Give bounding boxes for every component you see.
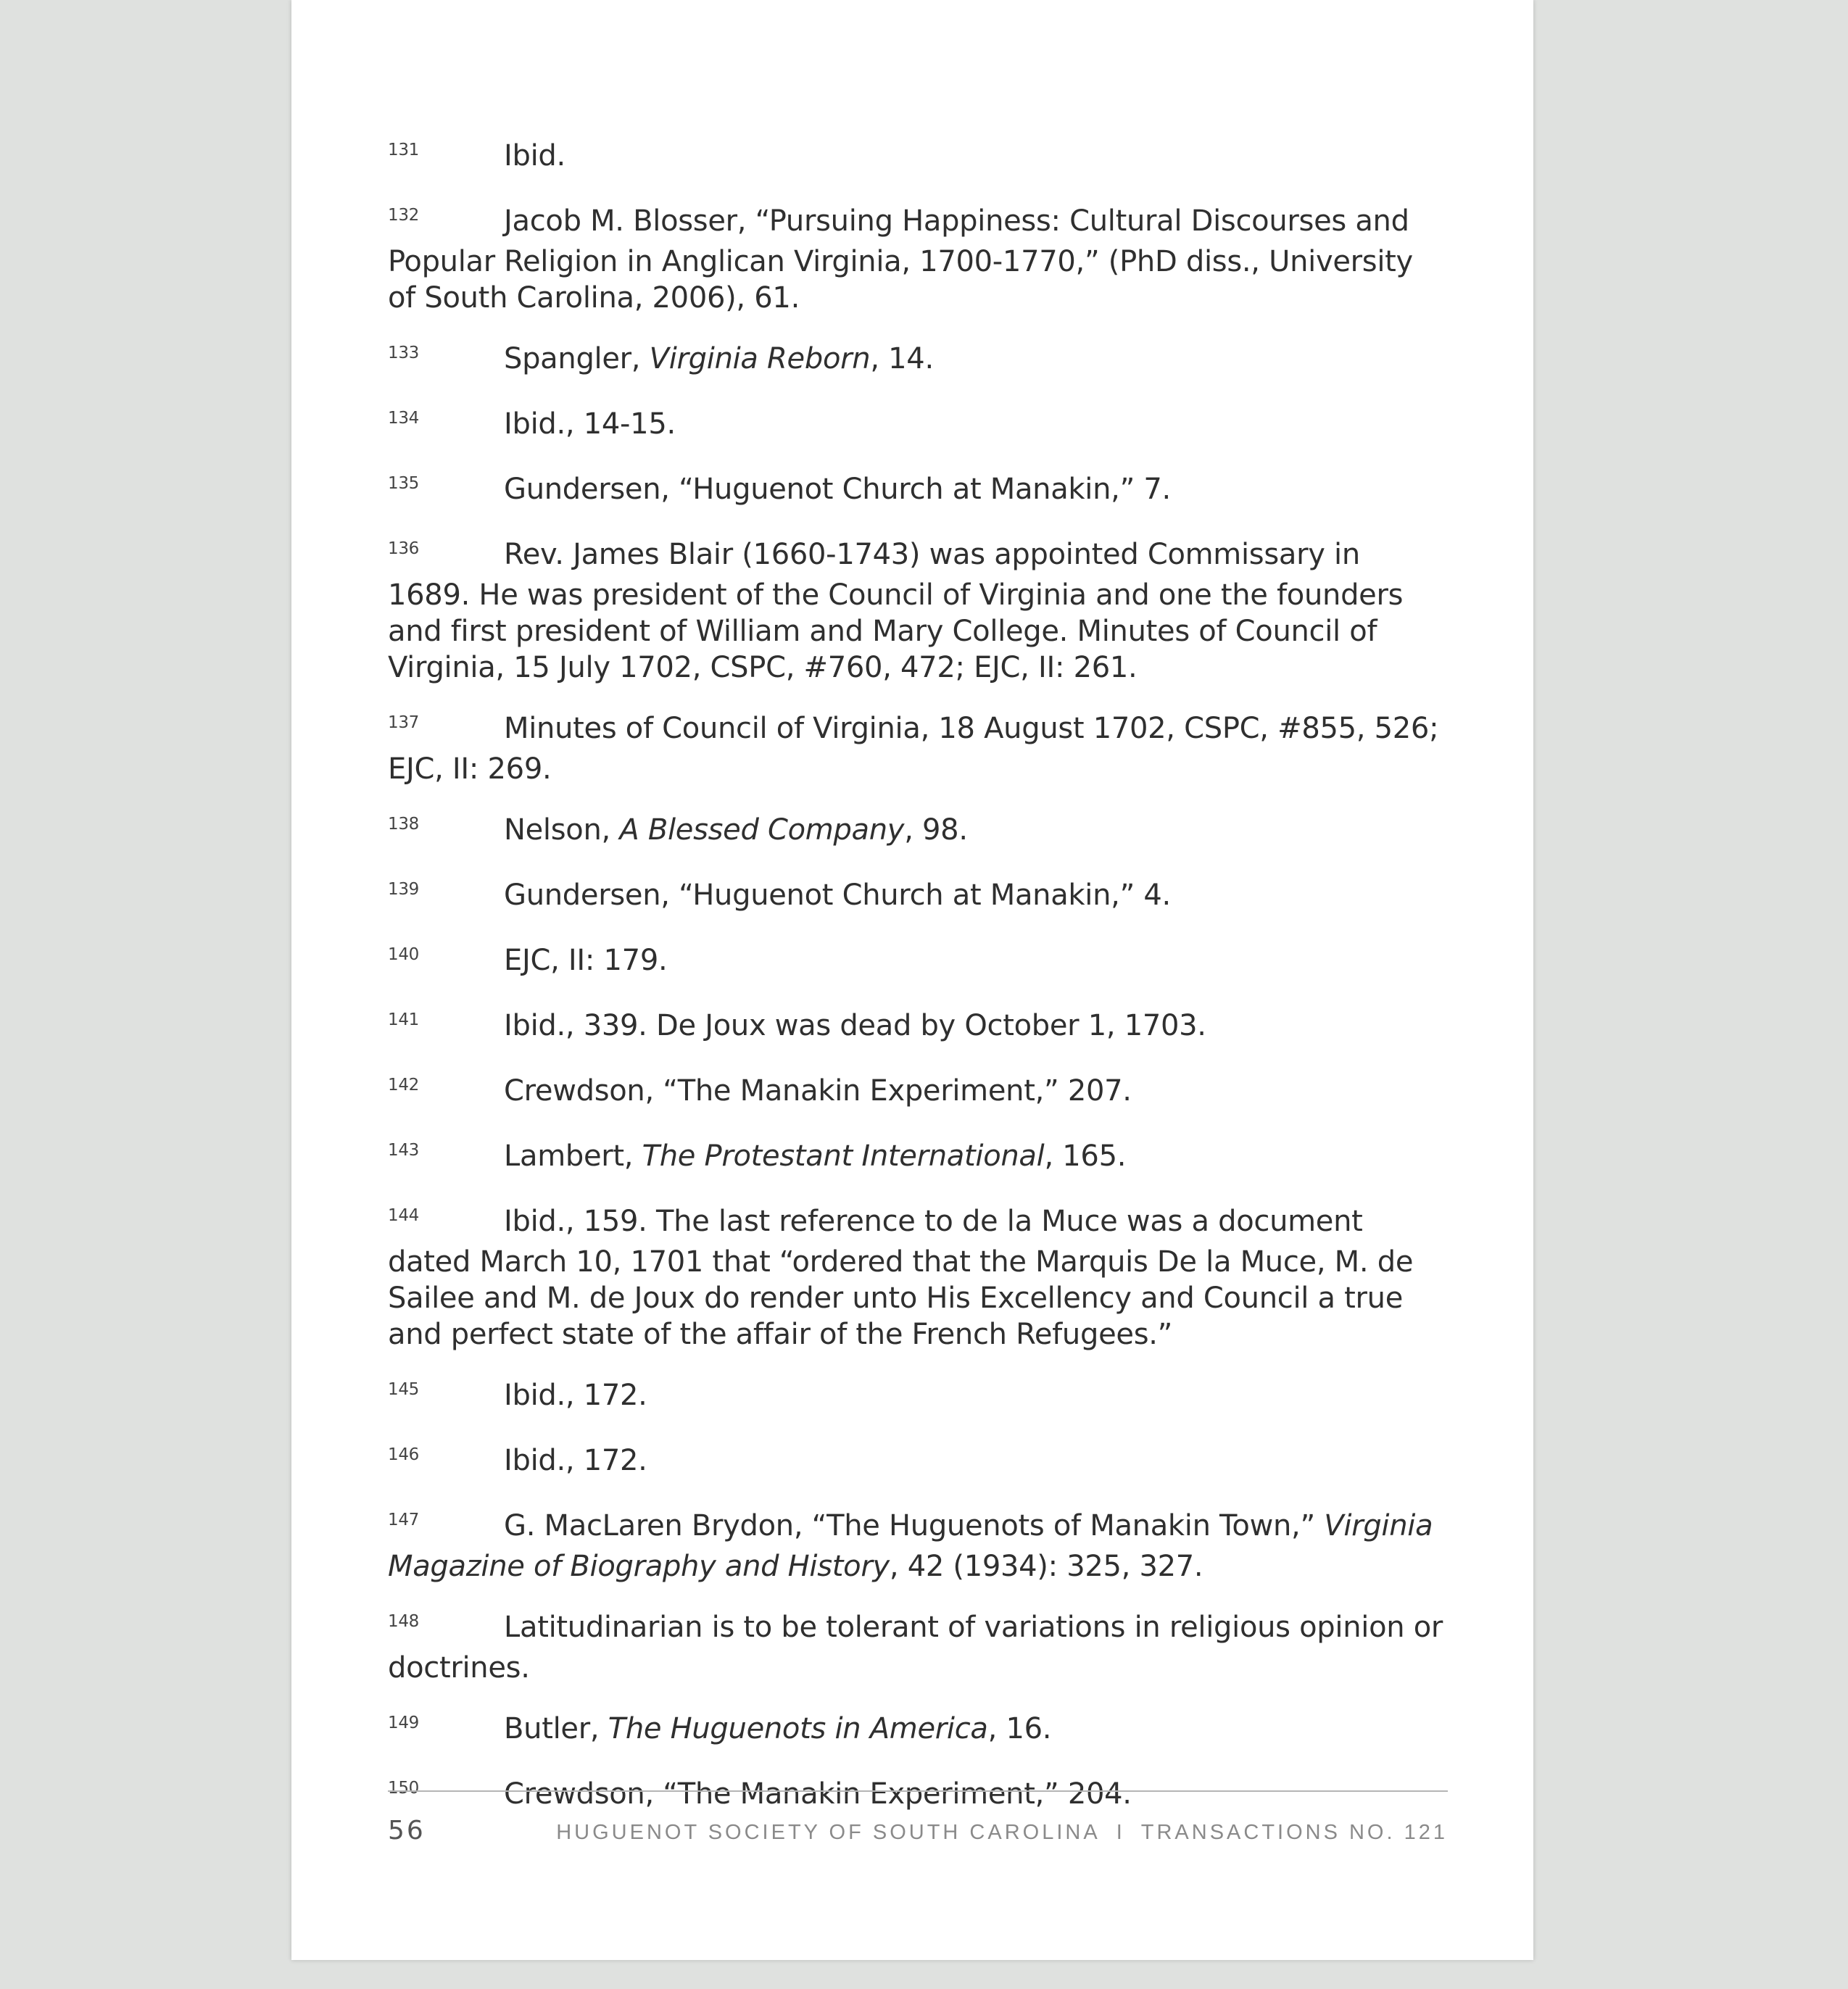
footnote-number: 138 (388, 815, 419, 834)
footnote-number: 150 (388, 1779, 419, 1798)
footnote (388, 1442, 1448, 1483)
footnote (388, 1508, 1448, 1585)
footnote (388, 1073, 1448, 1113)
footnote-text: Ibid., 14-15. (504, 407, 676, 441)
footnote (388, 471, 1448, 512)
footnote-text: Ibid., 172. (504, 1379, 647, 1412)
footnote-number: 137 (388, 713, 419, 732)
footnote-number: 139 (388, 880, 419, 899)
footnote-number: 146 (388, 1445, 419, 1464)
footnote-number: 149 (388, 1714, 419, 1732)
footnote-title-italic: Virginia Magazine of Biography and History (388, 1509, 1433, 1583)
footnote-number: 140 (388, 945, 419, 964)
footnote (388, 1711, 1448, 1751)
footer-rule (388, 1790, 1448, 1792)
footnote (388, 942, 1448, 983)
footnote-text: Butler, (504, 1712, 608, 1745)
footnote-title-italic: A Blessed Company (619, 813, 905, 847)
footnote-number: 134 (388, 409, 419, 428)
footnote-number: 144 (388, 1206, 419, 1225)
footnote (388, 1377, 1448, 1418)
footnote-title-italic: Virginia Reborn (649, 342, 871, 375)
footnote-text: EJC, II: 179. (504, 944, 668, 977)
footnote-text: , 98. (904, 813, 968, 847)
footnote (388, 536, 1448, 686)
page-number: 56 (388, 1816, 426, 1845)
footnote (388, 1203, 1448, 1353)
footnote-number: 141 (388, 1010, 419, 1029)
footnote (388, 1008, 1448, 1048)
footnote-text: Minutes of Council of Virginia, 18 August 1702, CSPC, #855, 526; EJC, II: 269. (388, 712, 1439, 786)
footnote-text: Rev. James Blair (1660-1743) was appointed Commissary in 1689. He was president of the Council of Virginia and one the founders and first president of William and Mary College. Minutes of Council of Virginia, 15 July 1702, CSPC, #760, 472; EJC, II: 261. (388, 538, 1404, 684)
footnote-text: Latitudinarian is to be tolerant of variations in religious opinion or doctrines. (388, 1611, 1443, 1685)
footnote-text: Spangler, (504, 342, 650, 375)
footnote-number: 142 (388, 1076, 419, 1095)
footnote-text: Ibid., 159. The last reference to de la Muce was a document dated March 10, 1701 that “ordered that the Marquis De la Muce, M. de Sailee and M. de Joux do render unto His Excellency and Council a true and perfect state of the affair of the French Refugees.” (388, 1205, 1414, 1351)
series-name: TRANSACTIONS NO. 121 (1140, 1821, 1448, 1844)
footnote-text: , 16. (987, 1712, 1052, 1745)
footnote (388, 341, 1448, 381)
footnote-number: 131 (388, 141, 419, 159)
footnote-text: , 14. (870, 342, 934, 375)
footnote (388, 1609, 1448, 1686)
footnote (388, 406, 1448, 447)
footnote-text: Gundersen, “Huguenot Church at Manakin,” 4. (504, 879, 1171, 912)
footnote-number: 133 (388, 344, 419, 362)
footnote-title-italic: The Huguenots in America (608, 1712, 988, 1745)
footnote-number: 145 (388, 1380, 419, 1399)
footnote (388, 710, 1448, 787)
publication-name: HUGUENOT SOCIETY OF SOUTH CAROLINA (556, 1821, 1101, 1844)
footnote-text: , 165. (1044, 1139, 1127, 1173)
footnote-text: , 42 (1934): 325, 327. (889, 1550, 1203, 1583)
footnote-number: 132 (388, 206, 419, 225)
running-footer (556, 1821, 1448, 1845)
footnote-text: G. MacLaren Brydon, “The Huguenots of Manakin Town,” (504, 1509, 1325, 1542)
footnote-text: Crewdson, “The Manakin Experiment,” 207. (504, 1074, 1132, 1108)
footnote (388, 1776, 1448, 1816)
footnote (388, 812, 1448, 852)
footnote-title-italic: The Protestant International (642, 1139, 1045, 1173)
footnote (388, 203, 1448, 316)
footnote-text: Nelson, (504, 813, 620, 847)
footnote-text: Ibid., 172. (504, 1444, 647, 1477)
footnote-text: Jacob M. Blosser, “Pursuing Happiness: Cultural Discourses and Popular Religion in Anglican Virginia, 1700-1770,” (PhD diss., University of South Carolina, 2006), 61. (388, 204, 1413, 315)
footnote-number: 143 (388, 1141, 419, 1160)
footnote-text: Lambert, (504, 1139, 642, 1173)
footnote-number: 147 (388, 1511, 419, 1529)
footnote-text: Gundersen, “Huguenot Church at Manakin,” 7. (504, 473, 1171, 506)
footnote-text: Ibid., 339. De Joux was dead by October 1, 1703. (504, 1009, 1206, 1042)
footnote (388, 138, 1448, 178)
footnote (388, 877, 1448, 918)
footnote-number: 148 (388, 1612, 419, 1631)
footnote-number: 136 (388, 539, 419, 558)
footnote-text: Crewdson, “The Manakin Experiment,” 204. (504, 1777, 1132, 1811)
document-page (291, 0, 1533, 1960)
footnote-number: 135 (388, 474, 419, 493)
endnotes-list (388, 138, 1448, 1841)
footer-separator: I (1116, 1821, 1125, 1844)
footnote (388, 1138, 1448, 1179)
footnote-text: Ibid. (504, 139, 565, 173)
